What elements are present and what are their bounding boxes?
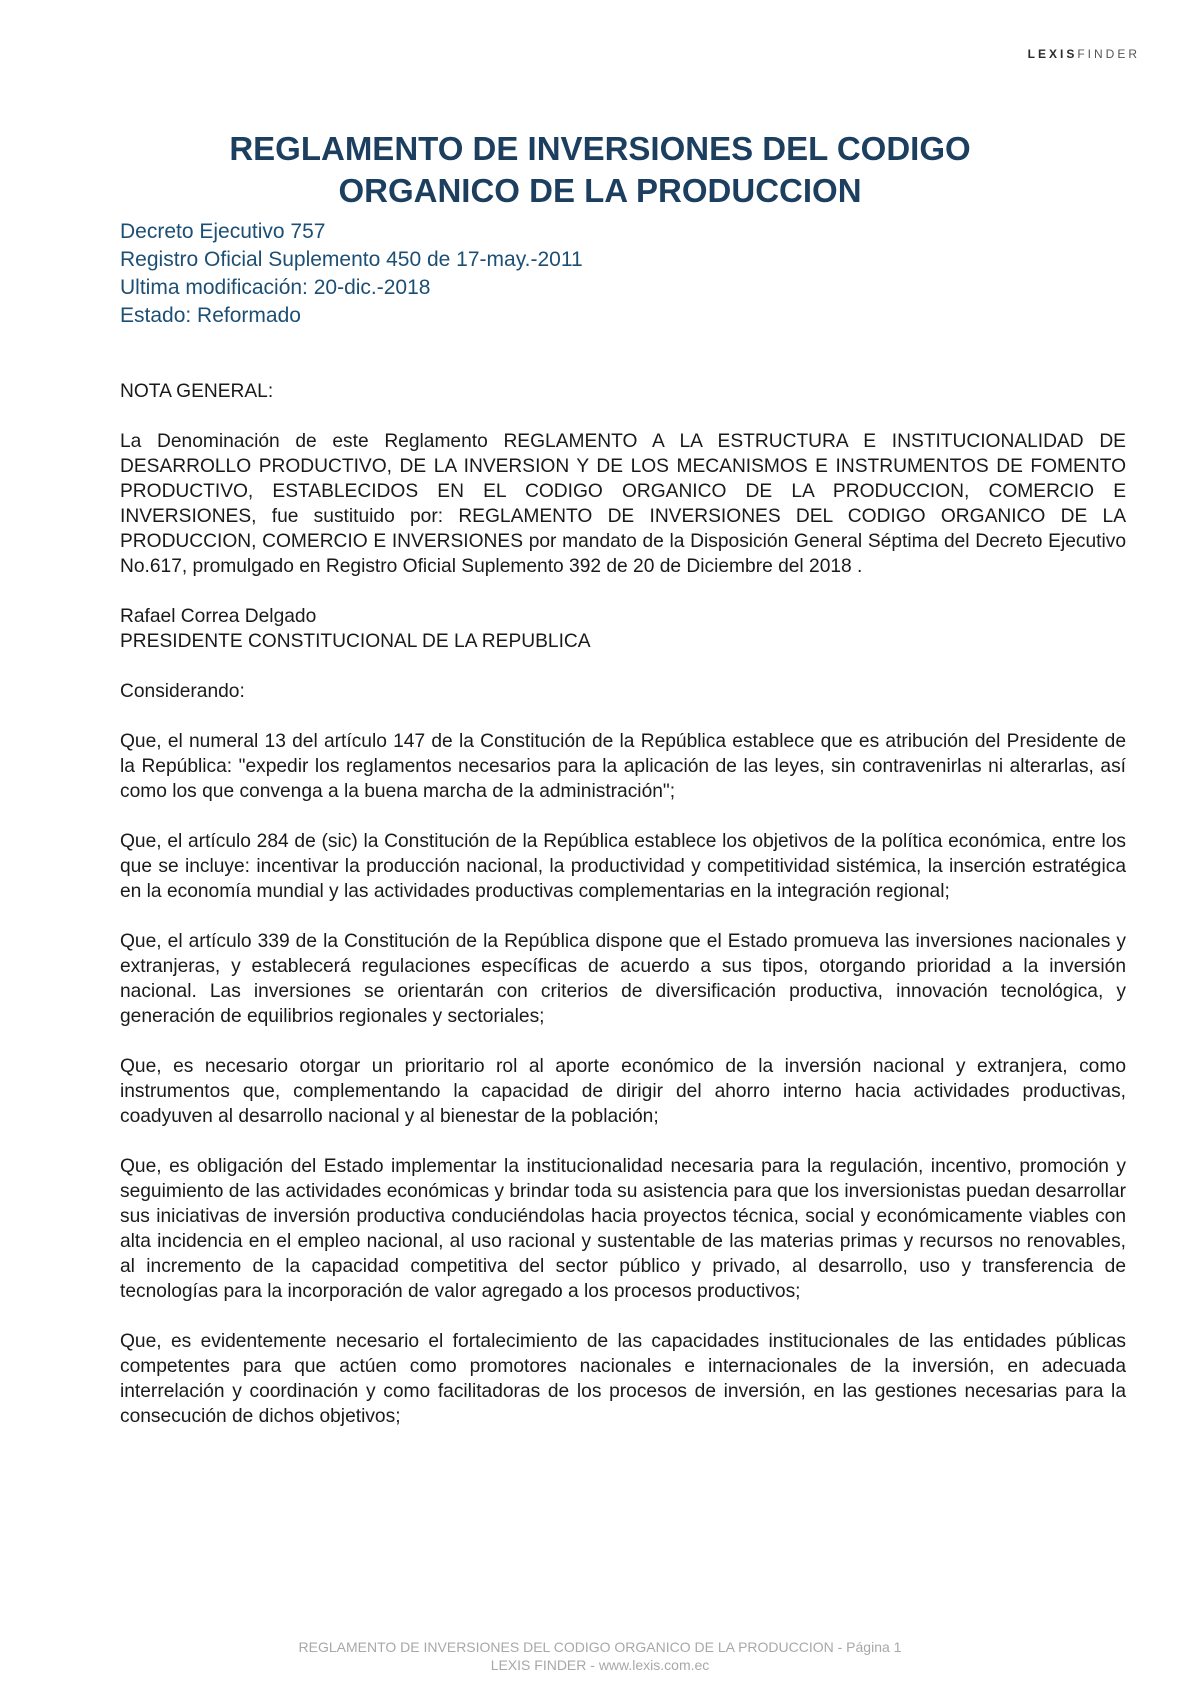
title-line-2: ORGANICO DE LA PRODUCCION xyxy=(338,172,862,209)
paragraph: Que, es evidentemente necesario el fortalecimiento de las capacidades institucionales de las entidades públicas competentes para que actúen como promotores nacionales e internacionales de la inversión, en adecuada interrelación y coordinación y como facilitadoras de los procesos de inversión, en las gestiones necesarias para la consecución de dichos objetivos; xyxy=(120,1331,1126,1427)
document-body xyxy=(120,379,1126,1429)
nota-text: La Denominación de este Reglamento REGLAMENTO A LA ESTRUCTURA E INSTITUCIONALIDAD DE DESARROLLO PRODUCTIVO, DE LA INVERSION Y DE LOS MECANISMOS E INSTRUMENTOS DE FOMENTO PRODUCTIVO, ESTABLECIDOS EN EL CODIGO ORGANICO DE LA PRODUCCION, COMERCIO E INVERSIONES, fue sustituido por: REGLAMENTO DE INVERSIONES DEL CODIGO ORGANICO DE LA PRODUCCION, COMERCIO E INVERSIONES por mandato de la Disposición General Séptima del Decreto Ejecutivo No.617, promulgado en Registro Oficial Suplemento 392 de 20 de Diciembre del 2018 . xyxy=(120,431,1126,577)
title-line-1: REGLAMENTO DE INVERSIONES DEL CODIGO xyxy=(229,130,971,167)
document-title xyxy=(0,128,1200,212)
official-registry: Registro Oficial Suplemento 450 de 17-may.-2011 xyxy=(120,248,583,271)
signer-name: Rafael Correa Delgado xyxy=(120,606,317,627)
logo-brand-bold: LEXIS xyxy=(1027,47,1078,61)
signer-block xyxy=(120,604,1126,654)
paragraph: Que, el artículo 339 de la Constitución de la República dispone que el Estado promueva las inversiones nacionales y extranjeras, y establecerá regulaciones específicas de acuerdo a sus tipos, otorgando prioridad a la inversión nacional. Las inversiones se orientarán con criterios de diversificación productiva, innovación tecnológica, y generación de equilibrios regionales y sectoriales; xyxy=(120,931,1126,1027)
paragraph: Que, el numeral 13 del artículo 147 de la Constitución de la República establece que es atribución del Presidente de la República: "expedir los reglamentos necesarios para la aplicación de las leyes, sin contravenirlas ni alterarlas, así como los que convenga a la buena marcha de la administración"; xyxy=(120,731,1126,802)
document-status: Estado: Reformado xyxy=(120,304,301,327)
signer-title: PRESIDENTE CONSTITUCIONAL DE LA REPUBLICA xyxy=(120,631,591,652)
footer-line-1: REGLAMENTO DE INVERSIONES DEL CODIGO ORGANICO DE LA PRODUCCION - Página 1 xyxy=(298,1639,902,1655)
considerando-heading: Considerando: xyxy=(120,681,245,702)
footer-line-2: LEXIS FINDER - www.lexis.com.ec xyxy=(490,1657,710,1673)
document-metadata xyxy=(120,218,583,330)
paragraph: Que, el artículo 284 de (sic) la Constitución de la República establece los objetivos de la política económica, entre los que se incluye: incentivar la producción nacional, la productividad y competitividad sistémica, la inserción estratégica en la economía mundial y las actividades productivas complementarias en la integración regional; xyxy=(120,831,1126,902)
paragraph: Que, es necesario otorgar un prioritario rol al aporte económico de la inversión nacional y extranjera, como instrumentos que, complementando la capacidad de dirigir del ahorro interno hacia actividades productivas, coadyuven al desarrollo nacional y al bienestar de la población; xyxy=(120,1056,1126,1127)
logo-brand-light: FINDER xyxy=(1077,47,1140,61)
decree-number: Decreto Ejecutivo 757 xyxy=(120,220,326,243)
page-footer xyxy=(0,1638,1200,1674)
lexis-finder-logo xyxy=(1028,47,1140,61)
paragraph: Que, es obligación del Estado implementar la institucionalidad necesaria para la regulación, incentivo, promoción y seguimiento de las actividades económicas y brindar toda su asistencia para que los inversionistas puedan desarrollar sus iniciativas de inversión productiva conduciéndolas hacia proyectos técnica, social y económicamente viables con alta incidencia en el empleo nacional, al uso racional y sustentable de las materias primas y recursos no renovables, al incremento de la capacidad competitiva del sector público y privado, al desarrollo, uso y transferencia de tecnologías para la incorporación de valor agregado a los procesos productivos; xyxy=(120,1156,1126,1302)
nota-heading: NOTA GENERAL: xyxy=(120,381,274,402)
last-modified: Ultima modificación: 20-dic.-2018 xyxy=(120,276,431,299)
